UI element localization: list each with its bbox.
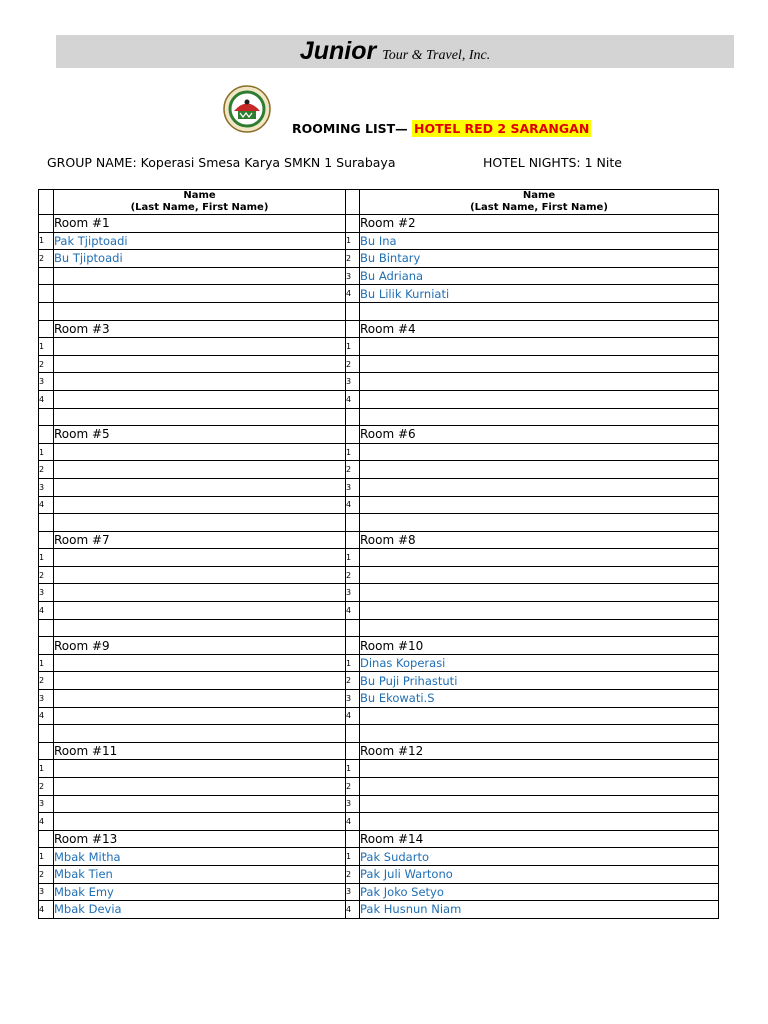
- column-header-line1: Name: [183, 190, 216, 201]
- guest-name-left: [54, 813, 346, 831]
- guest-name-left: [54, 461, 346, 479]
- row-number-right: 2: [346, 865, 360, 883]
- row-number-left: 2: [39, 865, 54, 883]
- row-number-left: 2: [39, 250, 54, 268]
- row-number-left: 3: [39, 373, 54, 391]
- row-number-left: 4: [39, 901, 54, 919]
- table-row: [39, 285, 719, 303]
- group-name-label: GROUP NAME:: [47, 155, 137, 170]
- guest-name-right: Bu Puji Prihastuti: [360, 672, 719, 690]
- table-header-row: [39, 190, 719, 215]
- table-row: [39, 672, 719, 690]
- spacer-row: [39, 514, 719, 532]
- row-number: [346, 637, 360, 655]
- guest-name-left: Mbak Devia: [54, 901, 346, 919]
- row-number: [346, 531, 360, 549]
- guest-name-right: [360, 795, 719, 813]
- guest-name-right: [360, 813, 719, 831]
- room-header-row: [39, 742, 719, 760]
- row-number: [39, 302, 54, 320]
- row-number-right: 4: [346, 901, 360, 919]
- table-row: [39, 478, 719, 496]
- empty-cell: [54, 619, 346, 637]
- row-number: [346, 830, 360, 848]
- table-row: [39, 901, 719, 919]
- row-number: [346, 514, 360, 532]
- empty-cell: [360, 408, 719, 426]
- row-number-right: 1: [346, 338, 360, 356]
- guest-name-left: [54, 267, 346, 285]
- title-label: ROOMING LIST—: [292, 121, 408, 136]
- table-row: [39, 778, 719, 796]
- room-label-right: Room #10: [360, 637, 719, 655]
- row-number-right: 3: [346, 267, 360, 285]
- row-number-left: 2: [39, 355, 54, 373]
- row-number-left: 2: [39, 778, 54, 796]
- group-name-row: [47, 155, 396, 170]
- empty-cell: [54, 302, 346, 320]
- guest-name-right: Bu Ina: [360, 232, 719, 250]
- row-number-right: 3: [346, 478, 360, 496]
- row-number-left: 1: [39, 338, 54, 356]
- company-brand: Junior: [299, 37, 377, 65]
- guest-name-right: Pak Juli Wartono: [360, 865, 719, 883]
- table-row: [39, 654, 719, 672]
- guest-name-left: [54, 285, 346, 303]
- row-number: [39, 830, 54, 848]
- guest-name-left: Bu Tjiptoadi: [54, 250, 346, 268]
- table-row: [39, 813, 719, 831]
- row-number-left: 4: [39, 813, 54, 831]
- guest-name-right: Pak Husnun Niam: [360, 901, 719, 919]
- row-number-left: 2: [39, 672, 54, 690]
- table-row: [39, 690, 719, 708]
- row-number-right: 2: [346, 355, 360, 373]
- company-banner: [56, 35, 734, 68]
- row-number-right: 4: [346, 390, 360, 408]
- guest-name-right: [360, 707, 719, 725]
- room-header-row: [39, 637, 719, 655]
- table-row: [39, 355, 719, 373]
- row-number-right: 3: [346, 883, 360, 901]
- row-number-left: [39, 285, 54, 303]
- room-label-left: Room #5: [54, 426, 346, 444]
- guest-name-left: Mbak Mitha: [54, 848, 346, 866]
- empty-cell: [54, 514, 346, 532]
- guest-name-right: [360, 338, 719, 356]
- row-number-left: 1: [39, 654, 54, 672]
- guest-name-left: Mbak Tien: [54, 865, 346, 883]
- row-number: [346, 215, 360, 233]
- room-label-left: Room #11: [54, 742, 346, 760]
- row-number-right: 4: [346, 707, 360, 725]
- row-number: [39, 742, 54, 760]
- row-number: [39, 215, 54, 233]
- row-number: [39, 725, 54, 743]
- row-number: [39, 408, 54, 426]
- row-number-left: 4: [39, 707, 54, 725]
- hotel-name: HOTEL RED 2 SARANGAN: [414, 121, 590, 136]
- rooming-table: [38, 189, 719, 919]
- row-number: [39, 531, 54, 549]
- guest-name-right: [360, 760, 719, 778]
- empty-cell: [360, 302, 719, 320]
- table-row: [39, 584, 719, 602]
- row-number-left: 3: [39, 690, 54, 708]
- guest-name-right: [360, 355, 719, 373]
- guest-name-left: [54, 496, 346, 514]
- empty-cell: [54, 725, 346, 743]
- room-label-right: Room #4: [360, 320, 719, 338]
- row-number-right: 1: [346, 848, 360, 866]
- row-number: [346, 302, 360, 320]
- row-number-left: 3: [39, 883, 54, 901]
- guest-name-right: [360, 478, 719, 496]
- spacer-row: [39, 725, 719, 743]
- row-number-left: 2: [39, 461, 54, 479]
- company-logo-icon: [222, 84, 272, 134]
- room-label-left: Room #3: [54, 320, 346, 338]
- guest-name-right: [360, 496, 719, 514]
- row-number: [346, 408, 360, 426]
- row-number-left: 2: [39, 566, 54, 584]
- guest-name-left: [54, 355, 346, 373]
- column-header-line1: Name: [522, 190, 556, 201]
- row-number-right: 1: [346, 760, 360, 778]
- guest-name-left: [54, 338, 346, 356]
- guest-name-right: [360, 443, 719, 461]
- room-label-left: Room #1: [54, 215, 346, 233]
- spacer-row: [39, 302, 719, 320]
- guest-name-left: [54, 690, 346, 708]
- spacer-row: [39, 408, 719, 426]
- row-number-right: 2: [346, 672, 360, 690]
- row-number-right: 3: [346, 584, 360, 602]
- column-header-left: [54, 190, 346, 215]
- room-header-row: [39, 215, 719, 233]
- guest-name-right: Pak Joko Setyo: [360, 883, 719, 901]
- row-number: [39, 514, 54, 532]
- guest-name-left: [54, 707, 346, 725]
- table-row: [39, 267, 719, 285]
- row-number-right: 1: [346, 232, 360, 250]
- row-number-right: 2: [346, 461, 360, 479]
- row-number: [39, 320, 54, 338]
- empty-cell: [54, 408, 346, 426]
- group-name-value: Koperasi Smesa Karya SMKN 1 Surabaya: [140, 155, 396, 170]
- row-number-right: 2: [346, 566, 360, 584]
- guest-name-right: Bu Adriana: [360, 267, 719, 285]
- guest-name-right: [360, 584, 719, 602]
- row-number: [346, 725, 360, 743]
- row-number: [346, 320, 360, 338]
- table-row: [39, 443, 719, 461]
- row-number: [346, 426, 360, 444]
- guest-name-right: [360, 373, 719, 391]
- column-header-line2: (Last Name, First Name): [130, 202, 269, 213]
- guest-name-right: [360, 602, 719, 620]
- table-row: [39, 461, 719, 479]
- table-row: [39, 549, 719, 567]
- room-label-right: Room #8: [360, 531, 719, 549]
- guest-name-right: Dinas Koperasi: [360, 654, 719, 672]
- guest-name-right: Pak Sudarto: [360, 848, 719, 866]
- guest-name-left: [54, 602, 346, 620]
- hotel-nights-label: HOTEL NIGHTS:: [483, 155, 581, 170]
- header-num-cell-left: [39, 190, 54, 215]
- guest-name-left: Mbak Emy: [54, 883, 346, 901]
- room-header-row: [39, 426, 719, 444]
- room-label-right: Room #6: [360, 426, 719, 444]
- empty-cell: [360, 619, 719, 637]
- row-number-left: 1: [39, 549, 54, 567]
- row-number-right: 1: [346, 549, 360, 567]
- hotel-nights-row: [483, 155, 622, 170]
- rooming-list-title: [292, 121, 591, 136]
- room-header-row: [39, 830, 719, 848]
- row-number-right: 4: [346, 813, 360, 831]
- guest-name-right: Bu Ekowati.S: [360, 690, 719, 708]
- row-number: [346, 742, 360, 760]
- room-label-right: Room #12: [360, 742, 719, 760]
- table-row: [39, 232, 719, 250]
- guest-name-left: [54, 795, 346, 813]
- table-row: [39, 390, 719, 408]
- table-row: [39, 250, 719, 268]
- guest-name-right: [360, 390, 719, 408]
- guest-name-left: [54, 672, 346, 690]
- guest-name-right: Bu Bintary: [360, 250, 719, 268]
- table-row: [39, 883, 719, 901]
- row-number-left: 3: [39, 795, 54, 813]
- guest-name-left: [54, 390, 346, 408]
- guest-name-left: [54, 373, 346, 391]
- guest-name-left: Pak Tjiptoadi: [54, 232, 346, 250]
- row-number-right: 1: [346, 654, 360, 672]
- row-number-right: 4: [346, 602, 360, 620]
- guest-name-left: [54, 584, 346, 602]
- row-number-left: 3: [39, 584, 54, 602]
- row-number-right: 4: [346, 285, 360, 303]
- guest-name-left: [54, 778, 346, 796]
- row-number-left: 1: [39, 443, 54, 461]
- row-number-left: 3: [39, 478, 54, 496]
- guest-name-left: [54, 566, 346, 584]
- header-num-cell-right: [346, 190, 360, 215]
- room-label-right: Room #14: [360, 830, 719, 848]
- empty-cell: [360, 725, 719, 743]
- hotel-nights-value: 1 Nite: [584, 155, 622, 170]
- room-header-row: [39, 320, 719, 338]
- room-label-left: Room #9: [54, 637, 346, 655]
- table-row: [39, 760, 719, 778]
- company-name-rest: Tour & Travel, Inc.: [382, 48, 491, 63]
- room-label-right: Room #2: [360, 215, 719, 233]
- table-row: [39, 566, 719, 584]
- room-label-left: Room #13: [54, 830, 346, 848]
- table-row: [39, 865, 719, 883]
- row-number-left: 1: [39, 232, 54, 250]
- row-number: [39, 619, 54, 637]
- table-row: [39, 338, 719, 356]
- row-number-left: 1: [39, 760, 54, 778]
- row-number-right: 3: [346, 373, 360, 391]
- guest-name-right: [360, 461, 719, 479]
- guest-name-left: [54, 478, 346, 496]
- guest-name-left: [54, 549, 346, 567]
- row-number-left: 4: [39, 390, 54, 408]
- column-header-right: [360, 190, 719, 215]
- guest-name-right: [360, 566, 719, 584]
- row-number-right: 2: [346, 778, 360, 796]
- guest-name-left: [54, 654, 346, 672]
- table-row: [39, 496, 719, 514]
- table-row: [39, 848, 719, 866]
- guest-name-left: [54, 760, 346, 778]
- row-number: [346, 619, 360, 637]
- row-number-right: 2: [346, 250, 360, 268]
- empty-cell: [360, 514, 719, 532]
- table-row: [39, 795, 719, 813]
- row-number-right: 4: [346, 496, 360, 514]
- table-row: [39, 373, 719, 391]
- row-number-left: [39, 267, 54, 285]
- guest-name-left: [54, 443, 346, 461]
- row-number: [39, 637, 54, 655]
- row-number-right: 3: [346, 795, 360, 813]
- guest-name-right: [360, 778, 719, 796]
- column-header-line2: (Last Name, First Name): [470, 202, 608, 213]
- row-number-right: 3: [346, 690, 360, 708]
- room-label-left: Room #7: [54, 531, 346, 549]
- row-number-left: 4: [39, 496, 54, 514]
- guest-name-right: [360, 549, 719, 567]
- table-row: [39, 707, 719, 725]
- row-number-left: 1: [39, 848, 54, 866]
- table-row: [39, 602, 719, 620]
- guest-name-right: Bu Lilik Kurniati: [360, 285, 719, 303]
- row-number-left: 4: [39, 602, 54, 620]
- row-number: [39, 426, 54, 444]
- room-header-row: [39, 531, 719, 549]
- row-number-right: 1: [346, 443, 360, 461]
- spacer-row: [39, 619, 719, 637]
